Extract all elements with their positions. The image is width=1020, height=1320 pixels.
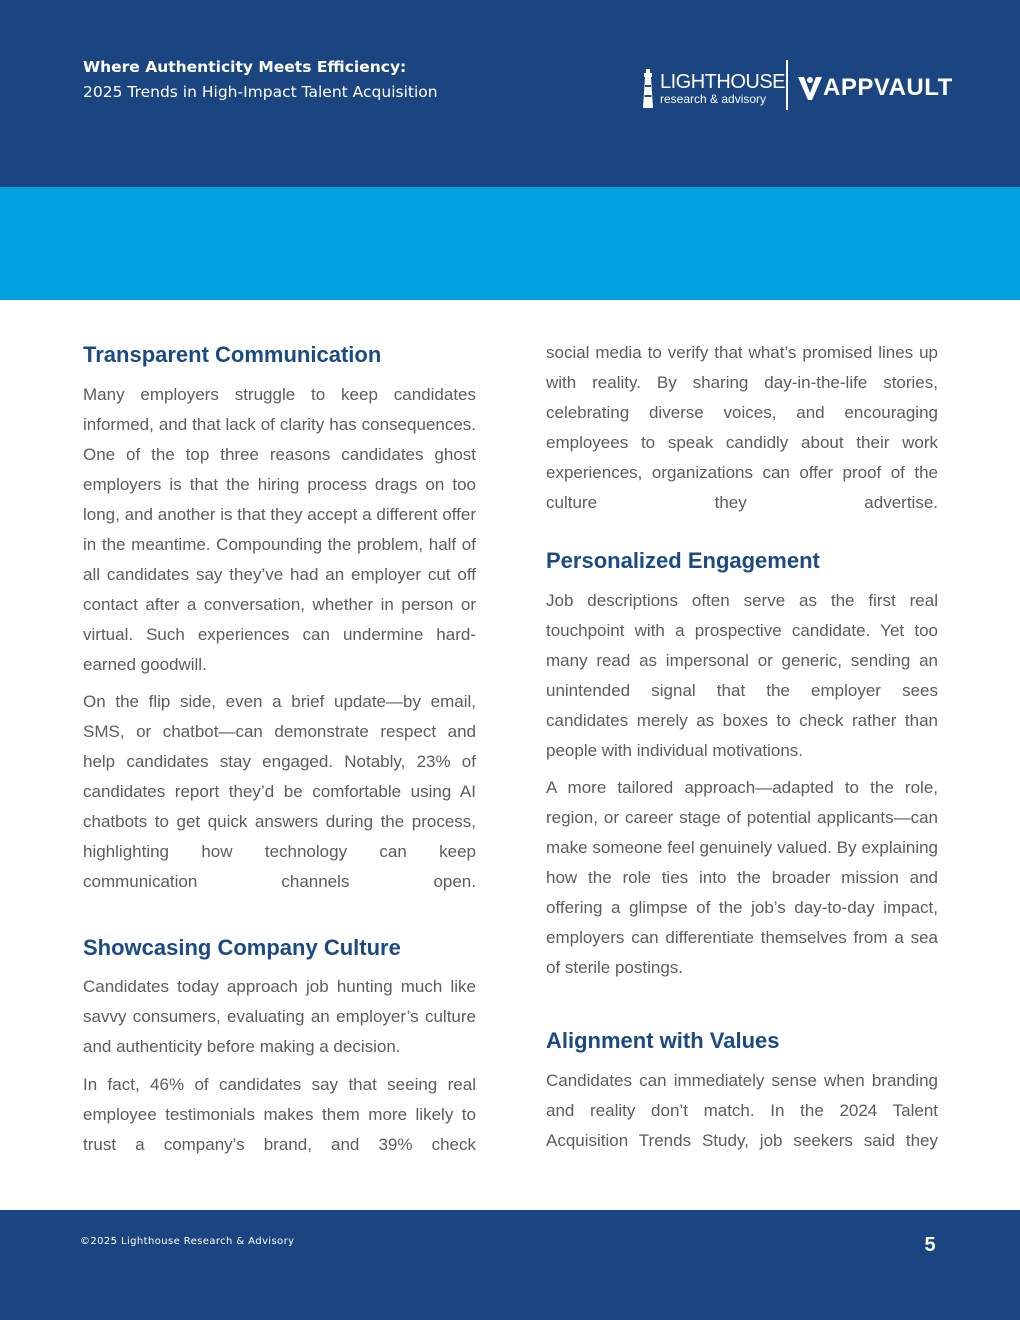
page-header (0, 0, 1020, 187)
paragraph: On the flip side, even a brief update—by email, SMS, or chatbot—can demonstrate respect and help candidates stay engaged. Notably, 23% of candidates report they’d be comfortable using AI chatbots to get quick answers during the process, highlighting how technology can keep communication channels open. (83, 692, 476, 891)
paragraph: Candidates can immediately sense when branding and reality don’t match. In the 2024 Talent Acquisition Trends Study, job seekers said they (546, 1071, 938, 1150)
page-footer (0, 1210, 1020, 1320)
paragraph: In fact, 46% of candidates say that seeing real employee testimonials makes them more likely to trust a company’s brand, and 39% check (83, 1075, 476, 1154)
logo-divider (786, 60, 788, 110)
lighthouse-logo (640, 68, 786, 110)
lighthouse-logo-name: LIGHTHOUSE (660, 71, 786, 93)
header-title: Where Authenticity Meets Efficiency: (83, 58, 407, 76)
section-heading-company-culture: Showcasing Company Culture (83, 935, 401, 960)
paragraph: A more tailored approach—adapted to the role, region, or career stage of potential applicants—can make someone feel genuinely valued. By explaining how the role ties into the broader mission and offering a glimpse of the job’s day-to-day impact, employers can differentiate themselves from a sea of sterile postings. (546, 778, 938, 977)
appvault-logo (797, 74, 953, 102)
paragraph: Candidates today approach job hunting much like savvy consumers, evaluating an employer’s culture and authenticity before making a decision. (83, 977, 476, 1056)
accent-band (0, 187, 1020, 300)
section-heading-alignment-values: Alignment with Values (546, 1028, 780, 1053)
paragraph: social media to verify that what’s promised lines up with reality. By sharing day-in-the-life stories, celebrating diverse voices, and encouraging employees to speak candidly about their work experiences, organizations can offer proof of the culture they advertise. (546, 343, 938, 512)
page-number: 5 (924, 1234, 936, 1256)
lighthouse-icon (640, 68, 656, 110)
appvault-icon (797, 74, 823, 102)
paragraph: Job descriptions often serve as the first real touchpoint with a prospective candidate. Yet too many read as impersonal or generic, sending an unintended signal that the employer sees candidates merely as boxes to check rather than people with individual motivations. (546, 591, 938, 760)
header-subtitle: 2025 Trends in High-Impact Talent Acquisition (83, 83, 438, 101)
section-heading-transparent-communication: Transparent Communication (83, 342, 382, 367)
section-heading-personalized-engagement: Personalized Engagement (546, 548, 820, 573)
appvault-logo-text: APPVAULT (823, 74, 953, 101)
lighthouse-logo-sub: research & advisory (660, 92, 767, 106)
paragraph: Many employers struggle to keep candidates informed, and that lack of clarity has consequences. One of the top three reasons candidates ghost employers is that the hiring process drags on too long, and another is that they accept a different offer in the meantime. Compounding the problem, half of all candidates say they’ve had an employer cut off contact after a conversation, whether in person or virtual. Such experiences can undermine hard-earned goodwill. (83, 385, 476, 674)
footer-copyright: ©2025 Lighthouse Research & Advisory (80, 1236, 295, 1247)
